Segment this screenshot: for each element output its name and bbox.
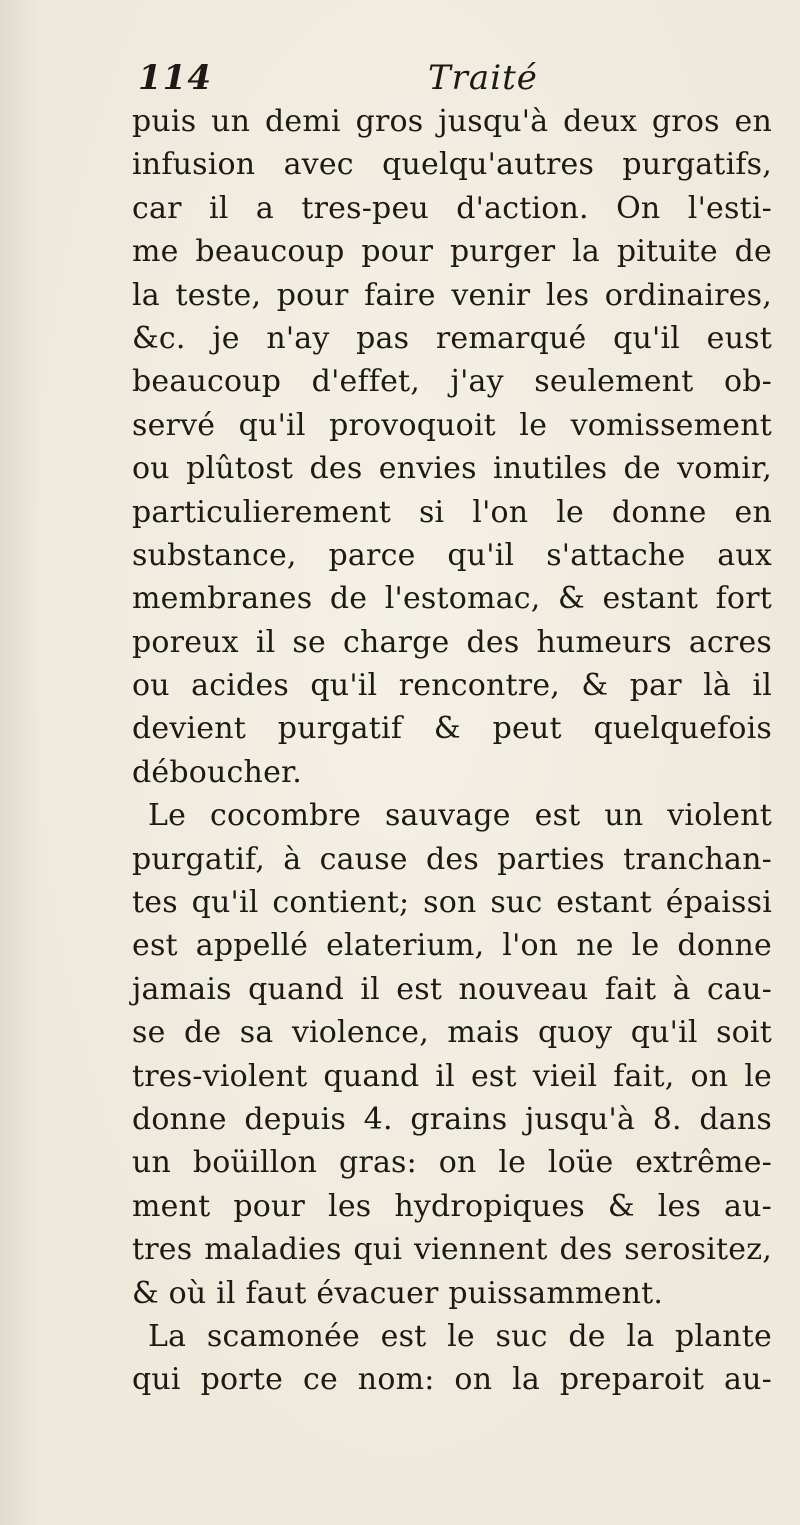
text-line: & où il faut évacuer puissamment. — [132, 1275, 664, 1311]
paragraph-start-line: La scamonée est le suc de la plante — [148, 1318, 772, 1354]
text-line: puis un demi gros jusqu'à deux gros en — [132, 104, 772, 139]
text-line: purgatif, à cause des parties tranchan- — [132, 841, 772, 877]
text-line: me beaucoup pour purger la pituite de — [132, 234, 772, 270]
running-title: Traité — [428, 58, 538, 98]
text-line: devient purgatif & peut quelquefois — [132, 711, 772, 747]
text-line: infusion avec quelqu'autres purgatifs, — [132, 147, 772, 183]
text-line: la teste, pour faire venir les ordinaires, — [132, 277, 772, 313]
text-line: tres maladies qui viennent des serositez, — [132, 1232, 772, 1268]
text-line: est appellé elaterium, l'on ne le donne — [132, 928, 772, 964]
gutter-shadow — [0, 0, 40, 1525]
text-line: se de sa violence, mais quoy qu'il soit — [132, 1015, 772, 1051]
page-header — [138, 58, 558, 106]
text-line: un boüillon gras: on le loüe extrême- — [132, 1145, 772, 1181]
text-line: substance, parce qu'il s'attache aux — [132, 537, 772, 573]
text-line: &c. je n'ay pas remarqué qu'il eust — [132, 320, 772, 356]
text-line: beaucoup d'effet, j'ay seulement ob- — [132, 364, 772, 400]
text-line: jamais quand il est nouveau fait à cau- — [132, 971, 772, 1007]
text-line: servé qu'il provoquoit le vomissement — [132, 407, 772, 443]
text-line: déboucher. — [132, 754, 303, 790]
text-line: tes qu'il contient; son suc estant épaissi — [132, 885, 772, 921]
text-line: donne depuis 4. grains jusqu'à 8. dans — [132, 1101, 772, 1137]
text-line: ou plûtost des envies inutiles de vomir, — [132, 451, 772, 487]
text-line: ment pour les hydropiques & les au- — [132, 1188, 772, 1224]
text-line: poreux il se charge des humeurs acres — [132, 624, 772, 660]
page-number: 114 — [138, 58, 212, 98]
text-line: membranes de l'estomac, & estant fort — [132, 581, 772, 617]
paragraph-start-line: Le cocombre sauvage est un violent — [148, 798, 772, 834]
text-line: particulierement si l'on le donne en — [132, 494, 772, 530]
text-line: car il a tres-peu d'action. On l'esti- — [132, 190, 772, 226]
text-line: qui porte ce nom: on la preparoit au- — [132, 1362, 772, 1398]
body-text — [132, 100, 772, 1402]
text-line: ou acides qu'il rencontre, & par là il — [132, 668, 772, 704]
text-line: tres-violent quand il est vieil fait, on le — [132, 1058, 772, 1094]
